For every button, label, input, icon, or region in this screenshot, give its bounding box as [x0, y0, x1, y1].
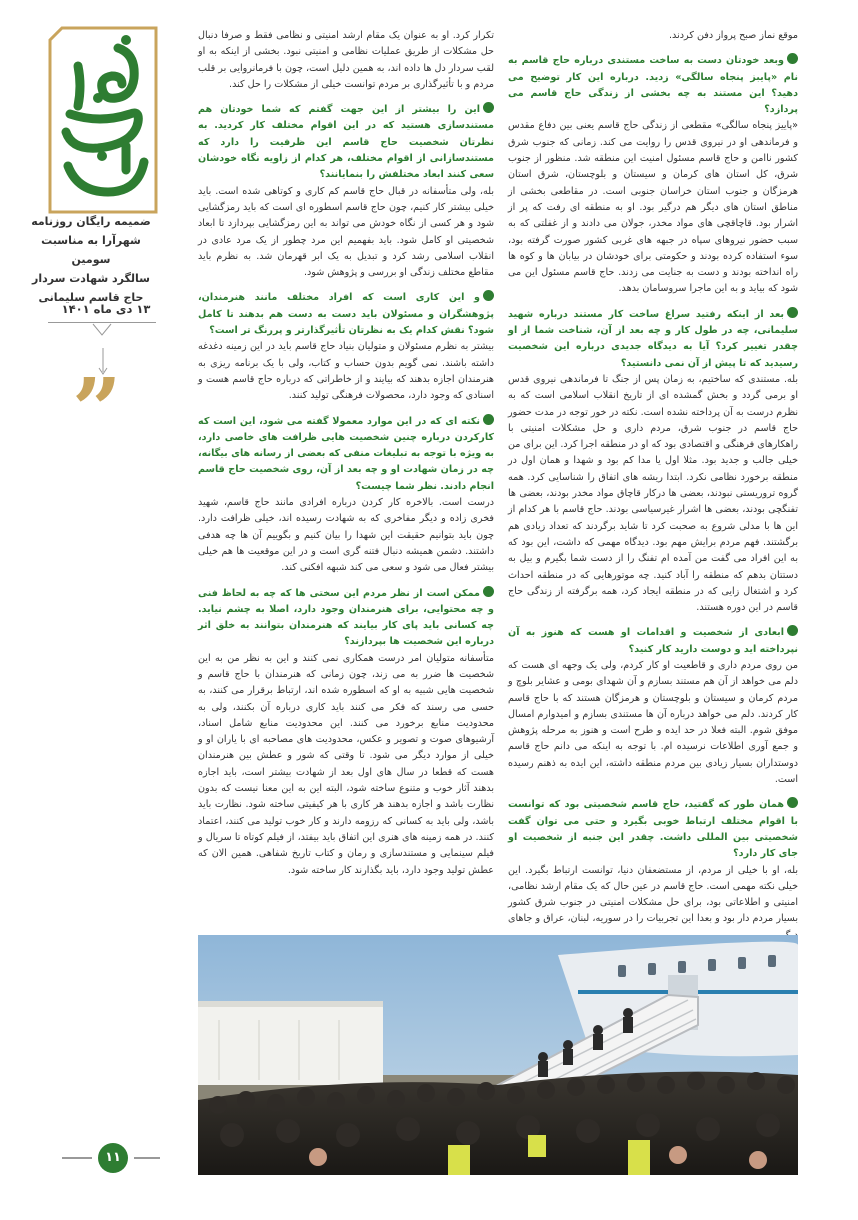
interview-question [508, 53, 798, 118]
bullet-icon [483, 586, 494, 597]
crowd-airplane-photo [198, 935, 798, 1175]
quote-mark-icon: ” [72, 360, 122, 461]
question-text: این را بیشتر از این جهت گفتم که شما خودتان هم مستندسازی هستید که در این اقوام مختلف کار کردید. به نظرتان شخصیت حاج قاسم این ظرفیت را دارد که مستندسازانی از اقوام مختلف، هر کدام از زاویه نگاه خودشان سعی کنند ابعاد مختلفش را بنمایانند؟ [198, 104, 494, 181]
footer-divider [134, 1157, 160, 1159]
interview-answer: بله، ولی متأسفانه در قبال حاج قاسم کم کاری و کوتاهی شده است. باید خیلی بیشتر کار کنیم، چون حاج قاسم اسطوره ای است که باید رمزگشایی شود و هر کسی از نگاه خودش می تواند به این رمزگشایی بپردازد تا ابعاد شخصیتی او کامل شود. باید بفهمیم این مرد چطور از یک مرد عادی در انقلاب اسلامی رشد کرد و تبدیل به یک ابر قهرمان شد. به نظرم باید مقاطع مختلف زندگی او بررسی و پژوهش شود. [198, 185, 494, 279]
supplement-caption [22, 212, 160, 307]
interview-answer: بله. مستندی که ساختیم، به زمان پس از جنگ تا فرماندهی نیروی قدس او برمی گردد و بخش گمشده ای از تاریخ انقلاب اسلامی است که به نظرم درست به آن پرداخته نشده است. نکته در خور توجه در مدت حضور حاج قاسم در جنوب شرق، مردم داری و حل مشکلات امنیتی با راهکارهای فرهنگی و اقتصادی بود که او در منطقه اجرا کرد. این برای من خیلی جالب و جدید بود. مثلا اول یا مدا کم بود و شهدا و همان اول در منطقه برخورد نظامی نکرد. ابتدا ریشه های اتفاق را شناسایی کرد. همه گروه تروریستی نبودند، بعضی ها درکار قاچاق مواد مخدر بودند، بعضی ها تفنگچی بودند، بعضی ها اشرار غیرسیاسی بودند. حاج قاسم با هر کدام از این ها با مدلی شروع به صحبت کرد تا شاید برگردند که تعداد زیادی هم برگشتند. فهم مردم برایش مهم بود. دیدگاه مهمی که داشت، این بود که به این افراد می گفت من آمده ام تفنگ را از دست شما بگیرم و بیل به دستتان بدهم که منطقه را آباد کنید. چه موتورهایی که در منطقه احداث کرد و اشتغال زایی که در منطقه ایجاد کرد، همه برگرفته از زندگی حاج قاسم در این دوره هستند. [508, 373, 798, 614]
interview-answer: درست است. بالاخره کار کردن درباره افرادی مانند حاج قاسم، شهید فخری زاده و دیگر مفاخری که به شهادت رسیده اند، خیلی ظرافت دارد. چون باید بتوانیم حقیقت این شهدا را بیان کنیم و بگوییم آن ها چه هدفی داشتند. دشمن همیشه دنبال فتنه گری است و در این موقعیت ها هم خیلی بیشتر فعال می شود و سعی می کند شبهه افکنی کند. [198, 497, 494, 574]
question-text: و این کاری است که افراد مختلف مانند هنرمندان، پژوهشگران و مسئولان باید دست به دست هم بدهند تا کامل شود؟ نقش کدام یک به نظرتان تأثیرگذارتر و پررنگ تر است؟ [198, 292, 494, 337]
bullet-icon [787, 53, 798, 64]
interview-answer: من روی مردم داری و قاطعیت او کار کردم، ولی یک وجهه ای هست که دلم می خواهد از آن هم مستند بسازم و آن شهدای بومی و عشایر بلوچ و مردم کرمان و سیستان و بلوچستان و هرمزگان هستند که با حاج قاسم کار کردند. دلم می خواهد درباره آن ها مستندی بسازم و امیدوارم امسال موفق شوم. البته فعلا در حد ایده و طرح است و هنوز به مرحله پژوهش و جمع آوری اطلاعات نرسیده ام. با توجه به اینکه می دانم حاج قاسم دوستداران بسیار زیادی بین مردم منطقه داشته، این ایده به ذهنم رسیده است. [508, 659, 798, 786]
question-text: ابعادی از شخصیت و اقدامات او هست که هنوز به آن نپرداخته اید و دوست دارید کار کنید؟ [508, 627, 798, 655]
interview-question [198, 414, 494, 495]
question-text: همان طور که گفتید، حاج قاسم شخصیتی بود که توانست با اقوام مختلف ارتباط خوبی بگیرد و حتی می توان گفت شخصیتی بین المللی داشت. چقدر این جنبه از شخصیت او جای کار دارد؟ [508, 799, 798, 860]
interview-answer: تکرار کرد. او به عنوان یک مقام ارشد امنیتی و نظامی فقط و صرفا دنبال حل مشکلات از طریق عملیات نظامی و امنیتی نبود. بخشی از اینکه به او لقب سردار دل ها داده اند، به همین دلیل است، چون با فرمانروایی بر قلب مردم و با تأثیرگذاری بر مردم توانست خیلی از مشکلات را حل کند. [198, 30, 494, 90]
interview-question [508, 625, 798, 658]
interview-answer: متأسفانه متولیان امر درست همکاری نمی کنند و این به نظر من به این شخصیت ها ضرر به می زند، چون زمانی که هنرمندان با حاج قاسم و شخصیت هایی شبیه به او که اسطوره شده اند، ارتباط برقرار می کنند، به حسی می رسند که فکر می کنند باید کاری درباره آن بکنند، ولی به محدودیت منابع برخورد می کنند. این محدودیت منابع شامل اسناد، آرشیوهای صوت و تصویر و عکس، محدودیت های مصاحبه ای با یاران او و خیلی از موارد دیگر می شود. تا وقتی که شور و عطش بین هنرمندان هست که قطعا در سال های اول بعد از شهادت بیشتر است، باید اجازه بدهند آثار خوب و متنوع ساخته شود، البته این به این معنا نیست که بدون نظارت باشد و اجازه بدهند هر کاری با هر کیفیتی ساخته شود. نظارت باید باشد، ولی باید به کسانی که رزومه دارند و کار خوب تولید می کنند، اعتماد کنند. در همه زمینه های هنری این اتفاق باید بیفتد، از فیلم کوتاه تا سریال و فیلم سینمایی و مستندسازی و رمان و کتاب تاریخ شفاهی. همین الان که عطش تولید وجود دارد، باید بگذارند کار ساخته شود. [198, 652, 494, 876]
issue-date: ۱۳ دی ماه ۱۴۰۱ [61, 302, 151, 316]
interview-question [198, 290, 494, 339]
supplement-line: سالگرد شهادت سردار [32, 272, 150, 285]
supplement-line: شهرآرا به مناسبت سومین [41, 234, 141, 266]
bullet-icon [787, 797, 798, 808]
interview-question [198, 102, 494, 183]
supplement-line: حاج قاسم سلیمانی [38, 291, 144, 304]
interview-answer: «پاییز پنجاه سالگی» مقطعی از زندگی حاج قاسم یعنی بین دفاع مقدس و فرماندهی او در نیروی قدس را روایت می کند. زمانی که جنوب شرق کشور ناامن و حاج قاسم مسئول امنیت این منطقه شد. منظور از جنوب شرق، کل استان های کرمان و سیستان و بلوچستان، شرق استان هرمزگان و جنوب استان خراسان جنوبی است. در مقاطعی بخشی از مناطق استان های دیگر هم درگیر بود. او به منطقه ای رفت که پر از اشرار بود. قاچاقچی های مواد مخدر، جولان می دادند و از غفلتی که به سبب حضور نیروهای سپاه در جبهه های غربی کشور صورت گرفته بود، سوء استفاده کرده بودند و حکومتی برای خودشان در بیابان ها و کوه ها راه انداخته بودند و دست به جنایت می زدند. حاج قاسم مسئول این می شود که بیاید و به این ماجرا سروسامان بدهد. [508, 120, 798, 295]
article-column-left [198, 28, 494, 879]
interview-answer: بیشتر به نظرم مسئولان و متولیان بنیاد حاج قاسم باید در این زمینه دغدغه داشته باشند. نمی گویم بدون حساب و کتاب، ولی با یک برنامه ریزی به هنرمندان اجازه بدهند که بیایند و از خاطراتی که درباره حاج قاسم هست و اسنادی که وجود دارد، محصولات فرهنگی تولید کنند. [198, 341, 494, 402]
page-number: ۱۱ [98, 1143, 128, 1173]
bullet-icon [483, 102, 494, 113]
interview-question [508, 307, 798, 372]
paragraph: موقع نماز صبح پرواز دفن کردند. [669, 30, 798, 41]
bullet-icon [787, 625, 798, 636]
interview-question [508, 797, 798, 862]
question-text: بعد از اینکه رفتید سراغ ساخت کار مستند درباره شهید سلیمانی، چه در طول کار و چه بعد از آن، شناخت شما از او چقدر تغییر کرد؟ آیا به دیدگاه جدیدی درباره این شخصیت رسیدید که تا پیش از آن نمی دانستید؟ [508, 308, 798, 369]
interview-question [198, 586, 494, 651]
chevron-down-icon [91, 323, 113, 345]
bullet-icon [787, 307, 798, 318]
supplement-line: ضمیمه رایگان روزنامه [31, 215, 151, 228]
question-text: ممکن است از نظر مردم این سختی ها که چه به لحاظ فنی و چه محتوایی، برای هنرمندان وجود دارد، اصلا به چشم نیاید. چه کسانی باید پای کار بیایند که هنرمندان بتوانند به خلق اثر درباره این شخصیت ها بپردازند؟ [198, 587, 494, 648]
magazine-logo [48, 26, 158, 214]
bullet-icon [483, 290, 494, 301]
interview-answer: بله، او با خیلی از مردم، از مستضعفان دنیا، توانست ارتباط بگیرد. این خیلی نکته مهمی است. حاج قاسم در عین حال که یک مقام ارشد نظامی، امنیتی و اطلاعاتی بود، برای حل مشکلات امنیتی در جنوب شرق کشور بسیار مردم دار بود و بعدا این تجربیات را در سوریه، لبنان، عراق و جاهای [508, 864, 798, 925]
footer-divider [62, 1157, 92, 1159]
question-text: نکته ای که در این موارد معمولا گفته می شود، این است که کارکردن درباره چنین شخصیت هایی ظرافت های خاصی دارد، به ویژه با توجه به تبلیغات منفی که بعضی از رسانه های بیگانه، چه در زمان شهادت او و چه بعد از آن، روی شخصیت حاج قاسم انجام دادند. نظر شما چیست؟ [198, 415, 494, 492]
bullet-icon [483, 414, 494, 425]
question-text: وبعد خودتان دست به ساخت مستندی درباره حاج قاسم به نام «پایبز پنجاه سالگی» زدید. درباره این کار توضیح می دهید؟ این مستند به چه بخشی از زندگی حاج قاسم می پردازد؟ [508, 55, 798, 116]
article-column-right [508, 28, 798, 944]
